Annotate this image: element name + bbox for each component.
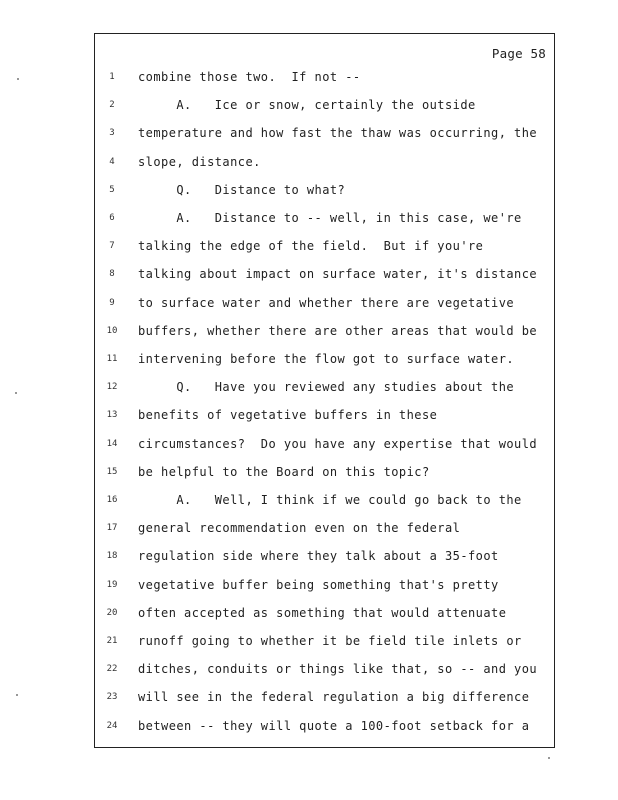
transcript-line: circumstances? Do you have any expertise that would: [138, 436, 538, 451]
line-number: 8: [109, 269, 115, 280]
transcript-line: between -- they will quote a 100-foot setback for a: [138, 718, 530, 733]
line-number: 21: [106, 636, 118, 646]
scan-speck: [17, 78, 19, 80]
line-number: 13: [106, 410, 118, 421]
transcript-line: slope, distance.: [138, 154, 261, 169]
transcript-line: will see in the federal regulation a big difference: [138, 690, 530, 705]
transcript-line: temperature and how fast the thaw was occurring, the: [138, 126, 538, 141]
line-number: 3: [109, 128, 115, 139]
line-number: 7: [109, 241, 115, 252]
transcript-line: combine those two. If not --: [138, 70, 361, 84]
line-number: 14: [106, 438, 118, 449]
line-number: 19: [106, 579, 118, 590]
transcript-line: buffers, whether there are other areas that would be: [138, 323, 538, 338]
line-number: 22: [106, 664, 118, 675]
transcript-line: ditches, conduits or things like that, so -- and you: [138, 662, 538, 677]
transcript-line: A. Ice or snow, certainly the outside: [138, 98, 476, 113]
line-number: 9: [109, 297, 115, 308]
transcript-line: talking the edge of the field. But if you're: [138, 239, 484, 254]
line-number: 2: [109, 100, 115, 111]
transcript-line: be helpful to the Board on this topic?: [138, 464, 430, 479]
transcript-frame: [94, 33, 555, 748]
transcript-line: regulation side where they talk about a 35-foot: [138, 549, 499, 564]
line-number: 15: [106, 466, 118, 477]
transcript-line: benefits of vegetative buffers in these: [138, 408, 438, 423]
line-number: 20: [106, 607, 118, 618]
line-number: 18: [106, 551, 118, 562]
line-number: 24: [106, 720, 118, 731]
line-number: 6: [109, 213, 115, 223]
transcript-line: general recommendation even on the federal: [138, 521, 461, 536]
transcript-line: A. Distance to -- well, in this case, we're: [138, 211, 522, 225]
line-number: 10: [106, 325, 118, 336]
line-number: 1: [109, 72, 115, 82]
line-number: 23: [106, 692, 118, 703]
transcript-line: Q. Distance to what?: [138, 182, 346, 197]
transcript-line: Q. Have you reviewed any studies about the: [138, 380, 515, 395]
transcript-line: talking about impact on surface water, it's distance: [138, 267, 538, 282]
line-number: 12: [106, 382, 118, 393]
scan-speck: [548, 757, 550, 759]
scan-speck: [15, 392, 17, 394]
page-number: Page 58: [491, 46, 546, 61]
transcript-line: intervening before the flow got to surface water.: [138, 352, 515, 366]
transcript-line: runoff going to whether it be field tile inlets or: [138, 634, 522, 648]
transcript-line: vegetative buffer being something that's pretty: [138, 577, 499, 592]
line-number: 16: [106, 495, 118, 505]
line-number: 4: [109, 156, 115, 167]
transcript-line: A. Well, I think if we could go back to the: [138, 493, 522, 507]
transcript-line: often accepted as something that would attenuate: [138, 605, 507, 620]
line-number: 17: [106, 523, 118, 534]
scan-speck: [16, 694, 18, 696]
line-number: 11: [106, 354, 118, 364]
line-number: 5: [109, 184, 115, 195]
transcript-line: to surface water and whether there are vegetative: [138, 295, 515, 310]
